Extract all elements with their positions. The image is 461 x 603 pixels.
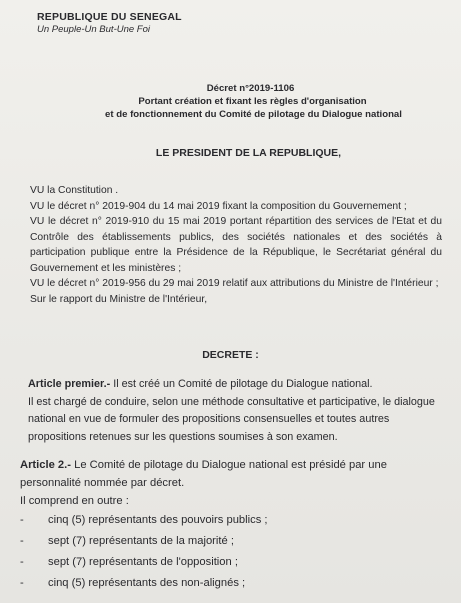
list-item: - sept (7) représentants de l'opposition ; bbox=[20, 556, 238, 568]
article-1-paragraph-2: Il est chargé de conduire, selon une méthode consultative et participative, le dialogue national en vue de formuler des propositions consensuelles et toutes autres propositions retenues sur les questions soumises à son examen. bbox=[28, 395, 435, 443]
letterhead bbox=[37, 11, 182, 35]
visas-section bbox=[30, 183, 442, 307]
visa-item: VU le décret n° 2019-956 du 29 mai 2019 relatif aux attributions du Ministre de l'Intérieur ; bbox=[30, 278, 439, 289]
article-1-paragraph-1: Il est créé un Comité de pilotage du Dialogue national. bbox=[113, 378, 373, 390]
article-2-paragraph-2: Il comprend en outre : bbox=[20, 495, 129, 507]
list-item: - cinq (5) représentants des pouvoirs publics ; bbox=[20, 514, 268, 526]
article-1-label: Article premier.- bbox=[28, 378, 111, 390]
article-1 bbox=[28, 376, 442, 446]
visa-item: VU la Constitution . bbox=[30, 185, 119, 196]
authority-heading: LE PRESIDENT DE LA REPUBLIQUE, bbox=[155, 147, 342, 159]
decree-subject-line-2: et de fonctionnement du Comité de pilotage du Dialogue national bbox=[105, 109, 402, 120]
list-item: - cinq (5) représentants des non-alignés ; bbox=[20, 577, 246, 589]
members-list bbox=[20, 510, 450, 594]
decree-subject-line-1: Portant création et fixant les règles d'organisation bbox=[138, 96, 367, 107]
visa-item: Sur le rapport du Ministre de l'Intérieur, bbox=[30, 293, 208, 305]
article-2-label: Article 2.- bbox=[20, 459, 71, 471]
national-motto: Un Peuple-Un But-Une Foi bbox=[37, 24, 150, 35]
article-2 bbox=[20, 456, 450, 594]
country-name: REPUBLIQUE DU SENEGAL bbox=[37, 11, 182, 23]
visa-item: VU le décret n° 2019-910 du 15 mai 2019 portant répartition des services de l'Etat et du Contrôle des établissements publics, des sociétés nationales et des sociétés à participation publique entre la Présidence de la République, le Secrétariat général du Gouvernement et les ministères ; bbox=[30, 216, 442, 274]
article-2-paragraph-1: Le Comité de pilotage du Dialogue national est présidé par une personnalité nommée par décret. bbox=[20, 459, 387, 489]
decrete-heading: DECRETE : bbox=[202, 349, 259, 361]
list-item: - sept (7) représentants de la majorité ; bbox=[20, 535, 234, 547]
decree-number: Décret n°2019-1106 bbox=[206, 83, 295, 94]
decree-title bbox=[0, 82, 461, 121]
visa-item: VU le décret n° 2019-904 du 14 mai 2019 fixant la composition du Gouvernement ; bbox=[30, 200, 407, 212]
